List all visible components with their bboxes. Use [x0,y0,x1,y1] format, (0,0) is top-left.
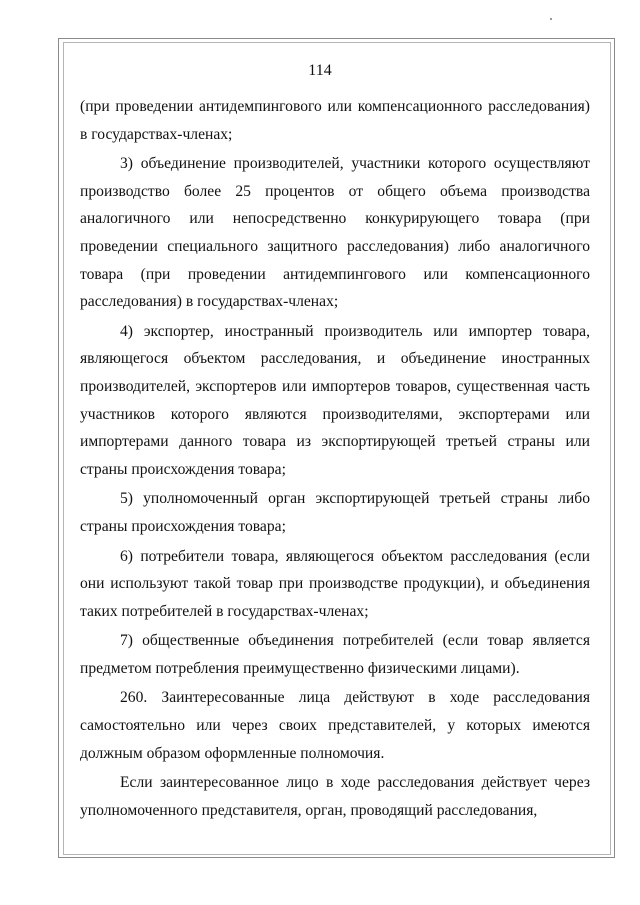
paragraph-260: 260. Заинтересованные лица действуют в ходе расследования самостоятельно или через своих представителей, у которых имеются должным образом оформленные полномочия. [80,689,590,762]
paragraph-continuation: (при проведении антидемпингового или компенсационного расследования) в государствах-членах; [80,98,590,143]
paragraph-item-4: 4) экспортер, иностранный производитель или импортер товара, являющегося объектом расследования, и объединение иностранных производителей, экспортеров или импортеров товаров, существенная часть участников которого являются производителями, экспортерами или импортерами данного товара из экспортирующей третьей страны или страны происхождения товара; [80,322,590,478]
document-body [80,93,590,824]
paragraph-representative: Если заинтересованное лицо в ходе расследования действует через уполномоченного представителя, орган, проводящий расследования, [80,774,590,819]
paragraph-item-3: 3) объединение производителей, участники которого осуществляют производство более 25 процентов от общего объема производства аналогичного или непосредственно конкурирующего товара (при проведении специального защитного расследования) либо аналогичного товара (при проведении антидемпингового или компенсационного расследования) в государствах-членах; [80,155,590,311]
paragraph-item-7: 7) общественные объединения потребителей (если товар является предметом потребления преимущественно физическими лицами). [80,632,590,677]
scan-mark [550,18,552,20]
page-number: 114 [308,62,332,79]
paragraph-item-6: 6) потребители товара, являющегося объектом расследования (если они используют такой товар при производстве продукции), и объединения таких потребителей в государствах-членах; [80,547,590,620]
paragraph-item-5: 5) уполномоченный орган экспортирующей третьей страны либо страны происхождения товара; [80,490,590,535]
